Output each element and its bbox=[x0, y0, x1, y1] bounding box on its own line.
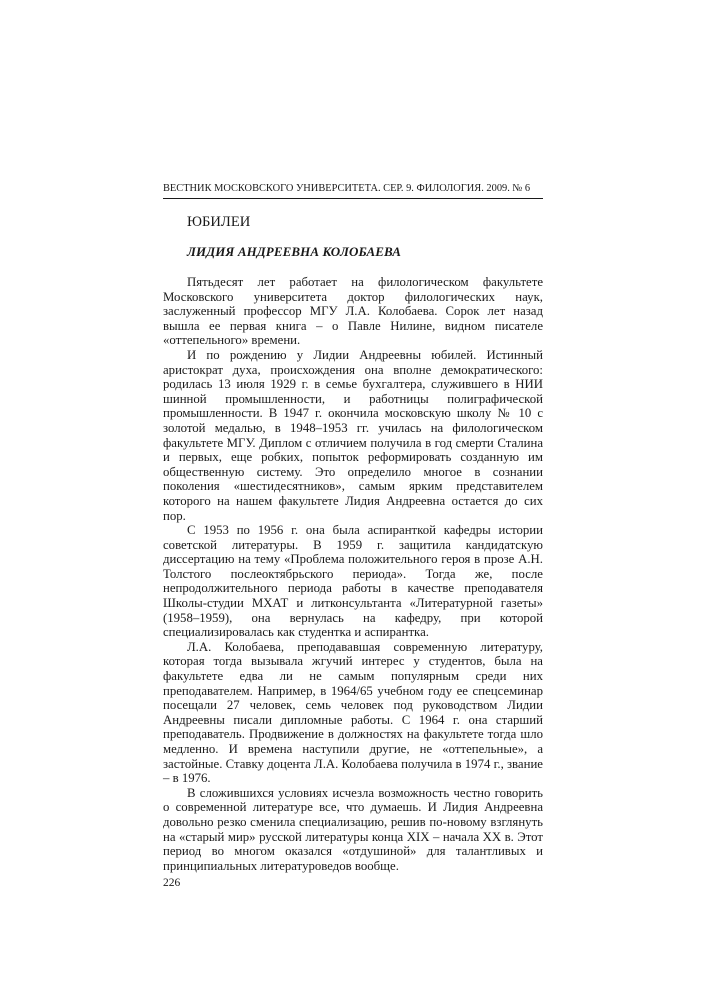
paragraph: И по рождению у Лидии Андреевны юбилей. Истинный аристократ духа, происхождения она вполне демократического: родилась 13 июля 1929 г. в семье бухгалтера, служившего в НИИ шинной промышленности, и работницы полиграфической промышленности. В 1947 г. окончила московскую школу № 10 с золотой медалью, в 1948–1953 гг. училась на филологическом факультете МГУ. Диплом с отличием получила в год смерти Сталина и первых, еще робких, попыток реформировать созданную им общественную систему. Это определило многое в сознании поколения «шестидесятников», самым ярким представителем которого на нашем факультете Лидия Андреевна остается до сих пор. bbox=[163, 347, 543, 523]
paragraph: В сложившихся условиях исчезла возможность честно говорить о современной литературе все, что думаешь. И Лидия Андреевна довольно резко сменила специализацию, решив по-новому взглянуть на «старый мир» русской литературы конца XIX – начала XX в. Этот период во многом оказался «отдушиной» для талантливых и принципиальных литературоведов вообще. bbox=[163, 785, 543, 873]
running-head: ВЕСТНИК МОСКОВСКОГО УНИВЕРСИТЕТА. СЕР. 9. ФИЛОЛОГИЯ. 2009. № 6 bbox=[163, 183, 543, 199]
section-label: ЮБИЛЕИ bbox=[187, 214, 251, 230]
paragraph: Пятьдесят лет работает на филологическом факультете Московского университета доктор филологических наук, заслуженный профессор МГУ Л.А. Колобаева. Сорок лет назад вышла ее первая книга – о Павле Нилине, видном писателе «оттепельного» времени. bbox=[163, 275, 543, 348]
paragraph: Л.А. Колобаева, преподававшая современную литературу, которая тогда вызывала жгучий интерес у студентов, была на факультете едва ли не самым популярным среди них преподавателем. Например, в 1964/65 учебном году ее спецсеминар посещали 27 человек, семь человек под руководством Лидии Андреевны писали дипломные работы. С 1964 г. она старший преподаватель. Продвижение в должностях на факультете тогда шло медленно. И времена наступили другие, не «оттепельные», а застойные. Ставку доцента Л.А. Колобаева получила в 1974 г., звание – в 1976. bbox=[163, 639, 543, 786]
page-number: 226 bbox=[163, 877, 181, 890]
article-body bbox=[163, 275, 543, 873]
journal-page bbox=[163, 183, 543, 890]
paragraph: С 1953 по 1956 г. она была аспиранткой кафедры истории советской литературы. В 1959 г. защитила кандидатскую диссертацию на тему «Проблема положительного героя в прозе А.Н. Толстого послеоктябрьского периода». Тогда же, после непродолжительного периода работы в качестве преподавателя Школы-студии МХАТ и литконсультанта «Литературной газеты» (1958–1959), она вернулась на кафедру, при которой специализировалась как студентка и аспирантка. bbox=[163, 523, 543, 640]
article-title: ЛИДИЯ АНДРЕЕВНА КОЛОБАЕВА bbox=[187, 244, 402, 259]
